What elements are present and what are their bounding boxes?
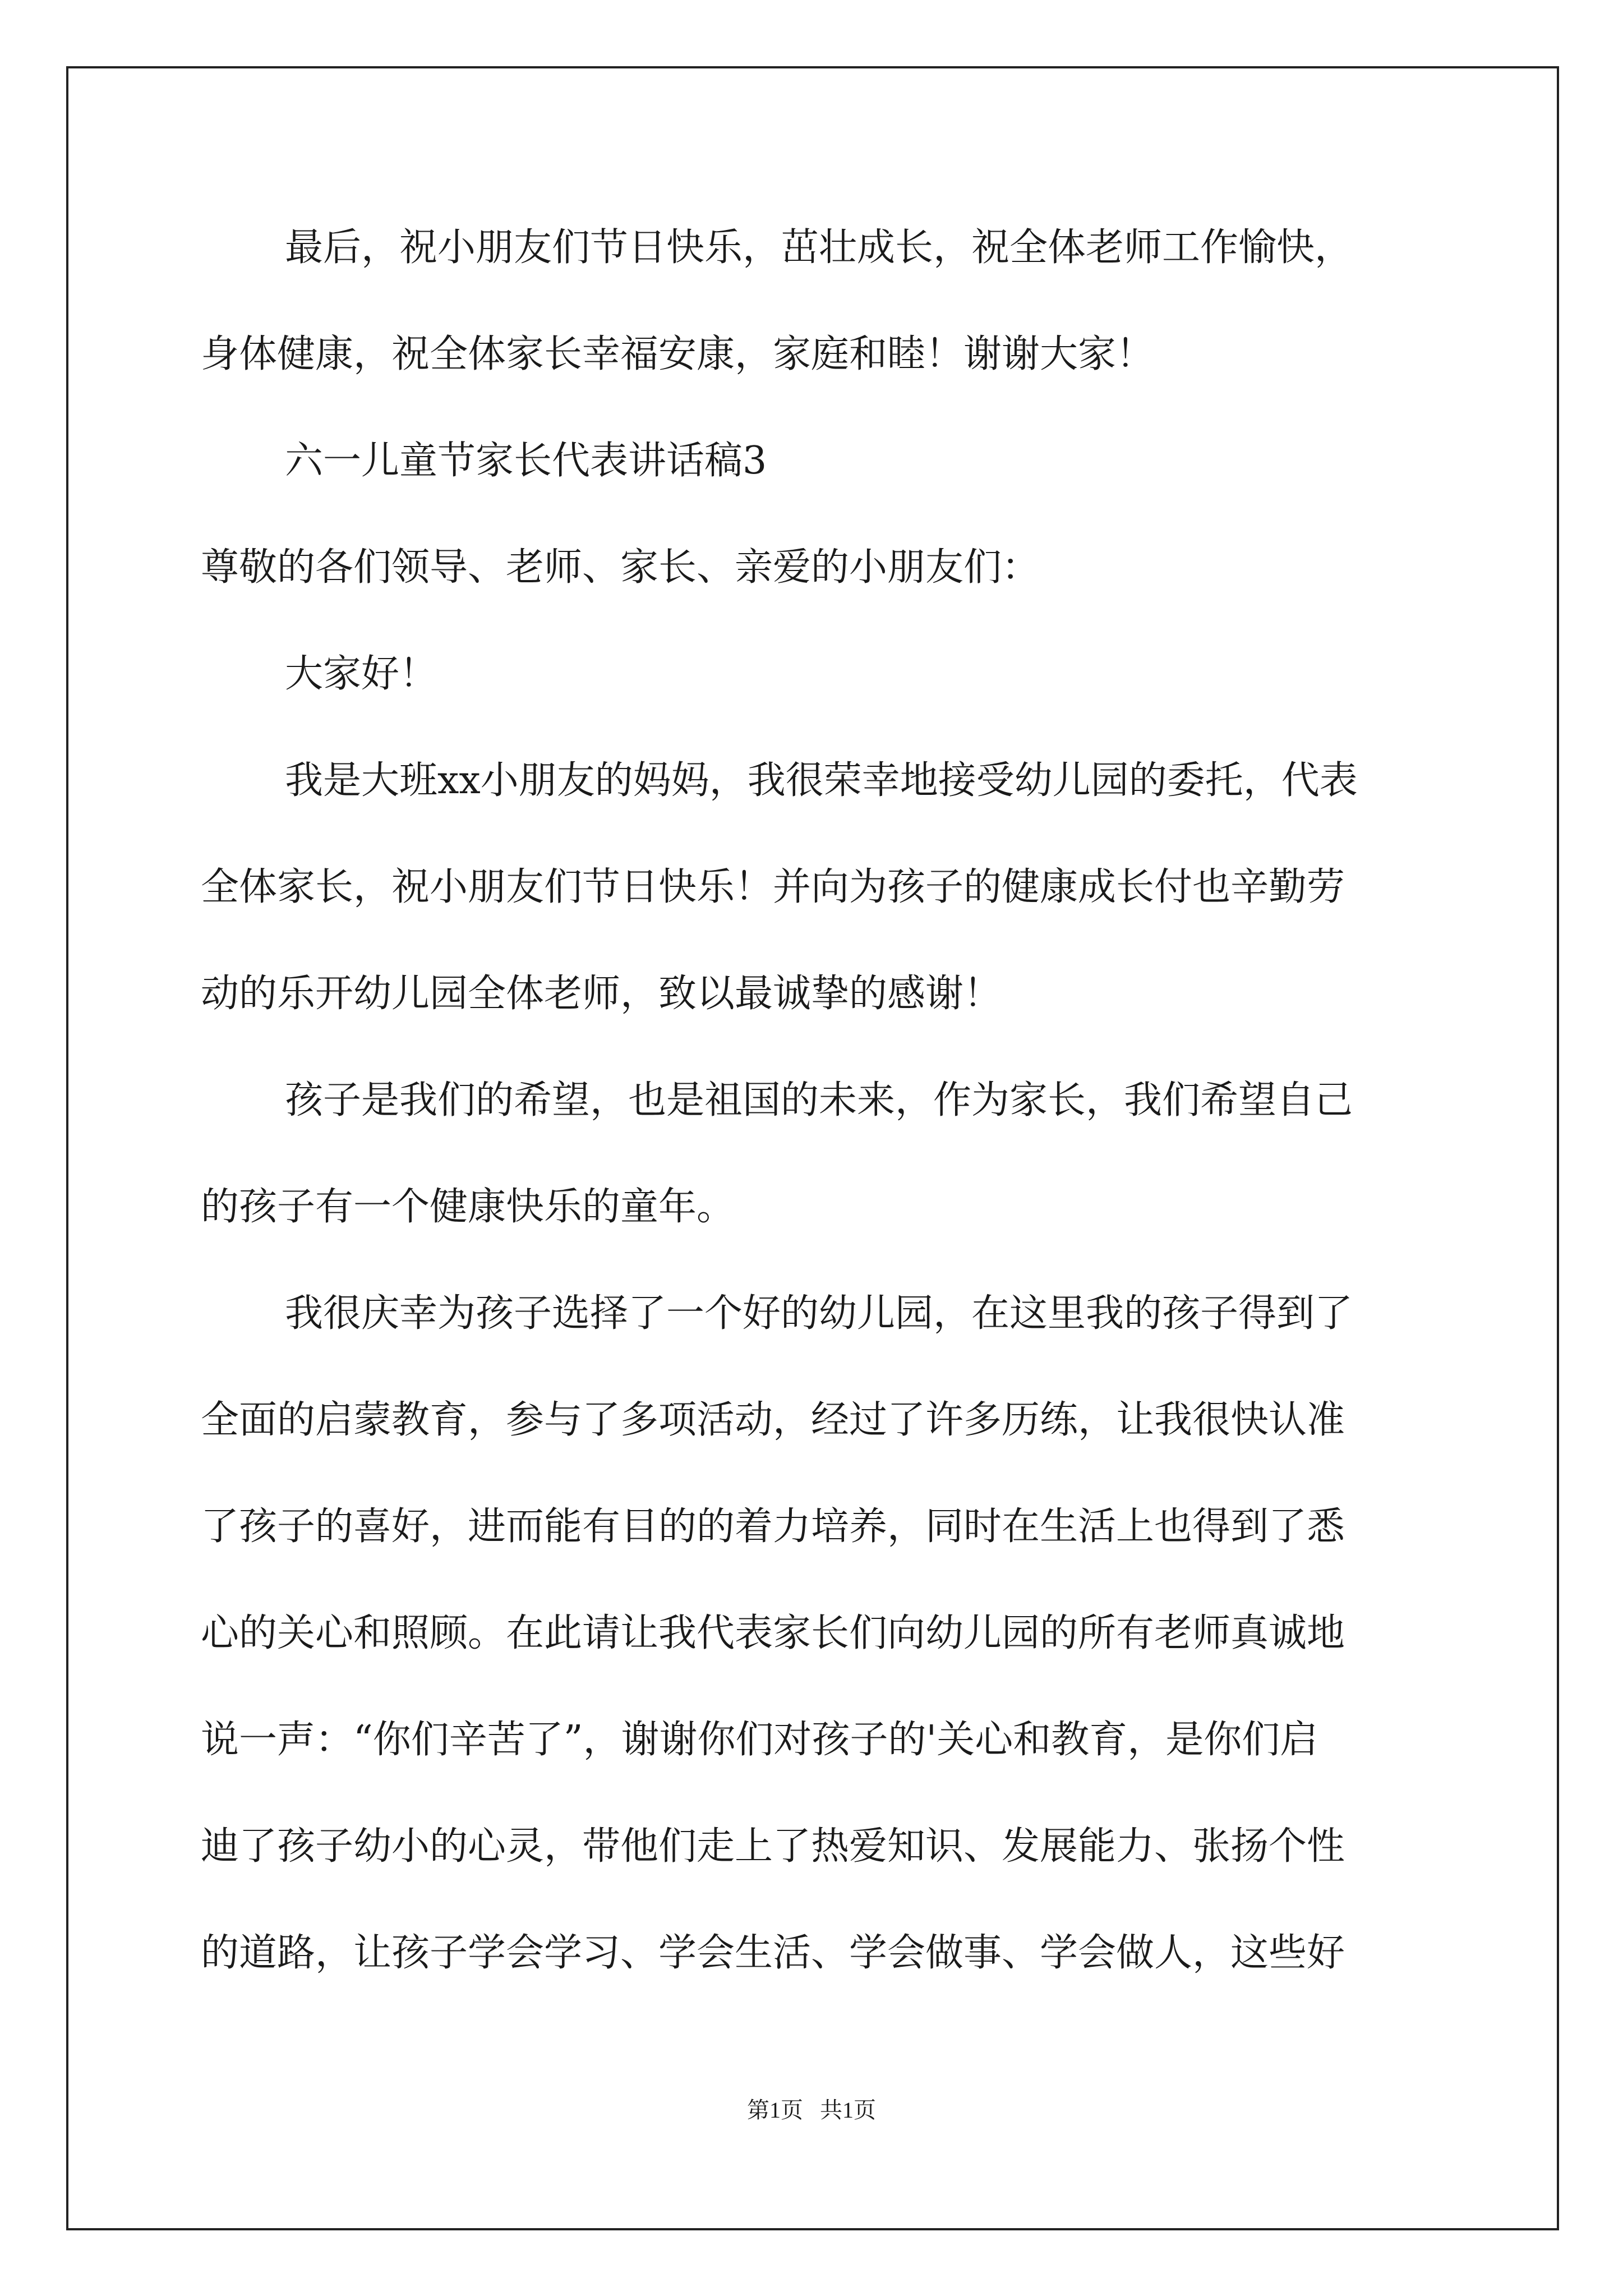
body-line: 了孩子的喜好，进而能有目的的着力培养，同时在生活上也得到了悉 <box>201 1504 1345 1549</box>
page-border <box>66 66 1559 2230</box>
body-line: 我很庆幸为孩子选择了一个好的幼儿园，在这里我的孩子得到了 <box>285 1291 1353 1336</box>
body-line: 全面的启蒙教育，参与了多项活动，经过了许多历练，让我很快认准 <box>201 1398 1345 1442</box>
salutation: 尊敬的各们领导、老师、家长、亲爱的小朋友们： <box>201 545 1040 590</box>
body-line: 孩子是我们的希望，也是祖国的未来，作为家长，我们希望自己 <box>285 1078 1353 1122</box>
body-line: 动的乐开幼儿园全体老师，致以最诚挚的感谢！ <box>201 972 1002 1016</box>
body-line: 说一声：“你们辛苦了”，谢谢你们对孩子的'关心和教育，是你们启 <box>201 1718 1318 1762</box>
body-line: 我是大班xx小朋友的妈妈，我很荣幸地接受幼儿园的委托，代表 <box>285 758 1358 803</box>
body-line: 的孩子有一个健康快乐的童年。 <box>201 1185 735 1229</box>
body-line: 最后，祝小朋友们节日快乐，茁壮成长，祝全体老师工作愉快， <box>285 226 1353 270</box>
body-line: 全体家长，祝小朋友们节日快乐！并向为孩子的健康成长付也辛勤劳 <box>201 865 1345 909</box>
section-title: 六一儿童节家长代表讲话稿3 <box>285 439 767 483</box>
body-line: 心的关心和照顾。在此请让我代表家长们向幼儿园的所有老师真诚地 <box>201 1611 1345 1655</box>
page-footer: 第1页 共1页 <box>747 2097 876 2123</box>
body-line: 迪了孩子幼小的心灵，带他们走上了热爱知识、发展能力、张扬个性 <box>201 1824 1345 1869</box>
body-line: 身体健康，祝全体家长幸福安康，家庭和睦！谢谢大家！ <box>201 332 1155 376</box>
body-line: 的道路，让孩子学会学习、学会生活、学会做事、学会做人，这些好 <box>201 1931 1345 1975</box>
greeting: 大家好！ <box>285 652 438 696</box>
